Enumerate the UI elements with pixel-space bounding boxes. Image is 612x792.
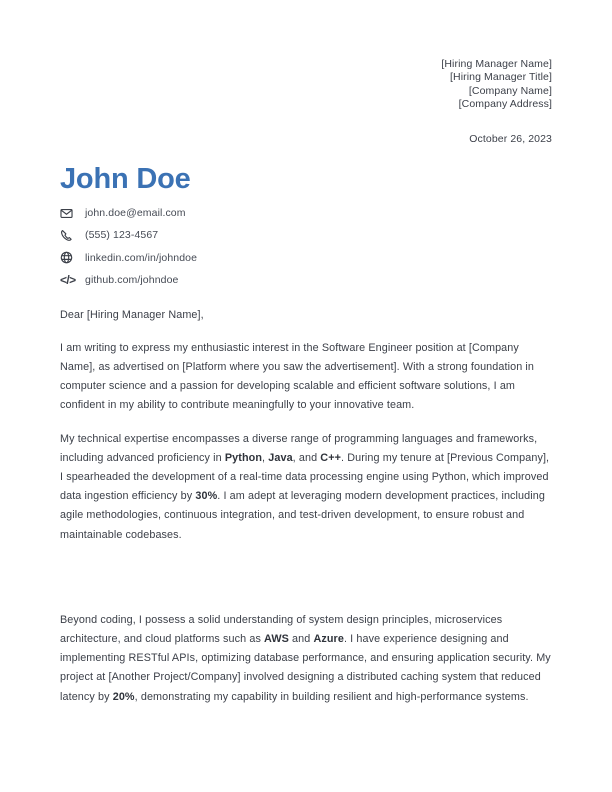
contact-list xyxy=(60,202,552,291)
contact-row-github[interactable] xyxy=(60,269,552,291)
contact-value-phone: (555) 123-4567 xyxy=(85,229,159,242)
contact-row-phone[interactable] xyxy=(60,224,552,246)
contact-value-github: github.com/johndoe xyxy=(85,273,179,286)
letter-date: October 26, 2023 xyxy=(469,132,552,145)
recipient-block xyxy=(60,0,552,112)
recipient-line-company-name: [Company Name] xyxy=(468,84,552,97)
recipient-line-manager-title: [Hiring Manager Title] xyxy=(450,71,552,84)
contact-row-linkedin[interactable] xyxy=(60,246,552,268)
phone-icon xyxy=(60,229,80,242)
body-paragraph-3: Beyond coding, I possess a solid understanding of system design principles, microservices architecture, and cloud platforms such as AWS and Azure. I have experience designing and implementing RESTful APIs, optimizing database performance, and ensuring application security. My project at [Another Project/Company] involved designing a distributed caching system that reduced latency by 20%, demonstrating my capability in building resilient and high-performance systems. xyxy=(60,613,551,703)
contact-value-email: john.doe@email.com xyxy=(85,207,186,220)
contact-value-linkedin: linkedin.com/in/johndoe xyxy=(85,251,198,264)
recipient-line-manager-name: [Hiring Manager Name] xyxy=(441,58,552,70)
body-paragraph-1: I am writing to express my enthusiastic interest in the Software Engineer position at [Company Name], as advertised on [Platform where you saw the advertisement]. With a strong foundation in computer science and a passion for developing scalable and efficient software solutions, I am confident in my ability to contribute meaningfully to your innovative team. xyxy=(60,341,534,412)
envelope-icon xyxy=(60,207,80,220)
body-paragraph-2: My technical expertise encompasses a diverse range of programming languages and frameworks, including advanced proficiency in Python, Java, and C++. During my tenure at [Previous Company], I spearheaded the development of a real-time data processing engine using Python, which improved data ingestion efficiency by 30%. I am adept at leveraging modern development practices, including agile methodologies, continuous integration, and test-driven development, to ensure robust and maintainable codebases. xyxy=(60,432,550,541)
sender-name: John Doe xyxy=(60,163,191,196)
paragraph-spacer xyxy=(60,416,552,430)
paragraph-spacer xyxy=(60,325,552,339)
globe-icon xyxy=(60,251,80,264)
code-icon: </> xyxy=(60,272,76,287)
salutation: Dear [Hiring Manager Name], xyxy=(60,308,204,321)
contact-row-email[interactable] xyxy=(60,202,552,224)
paragraph-spacer-large xyxy=(60,545,552,611)
recipient-line-company-address: [Company Address] xyxy=(458,98,552,111)
